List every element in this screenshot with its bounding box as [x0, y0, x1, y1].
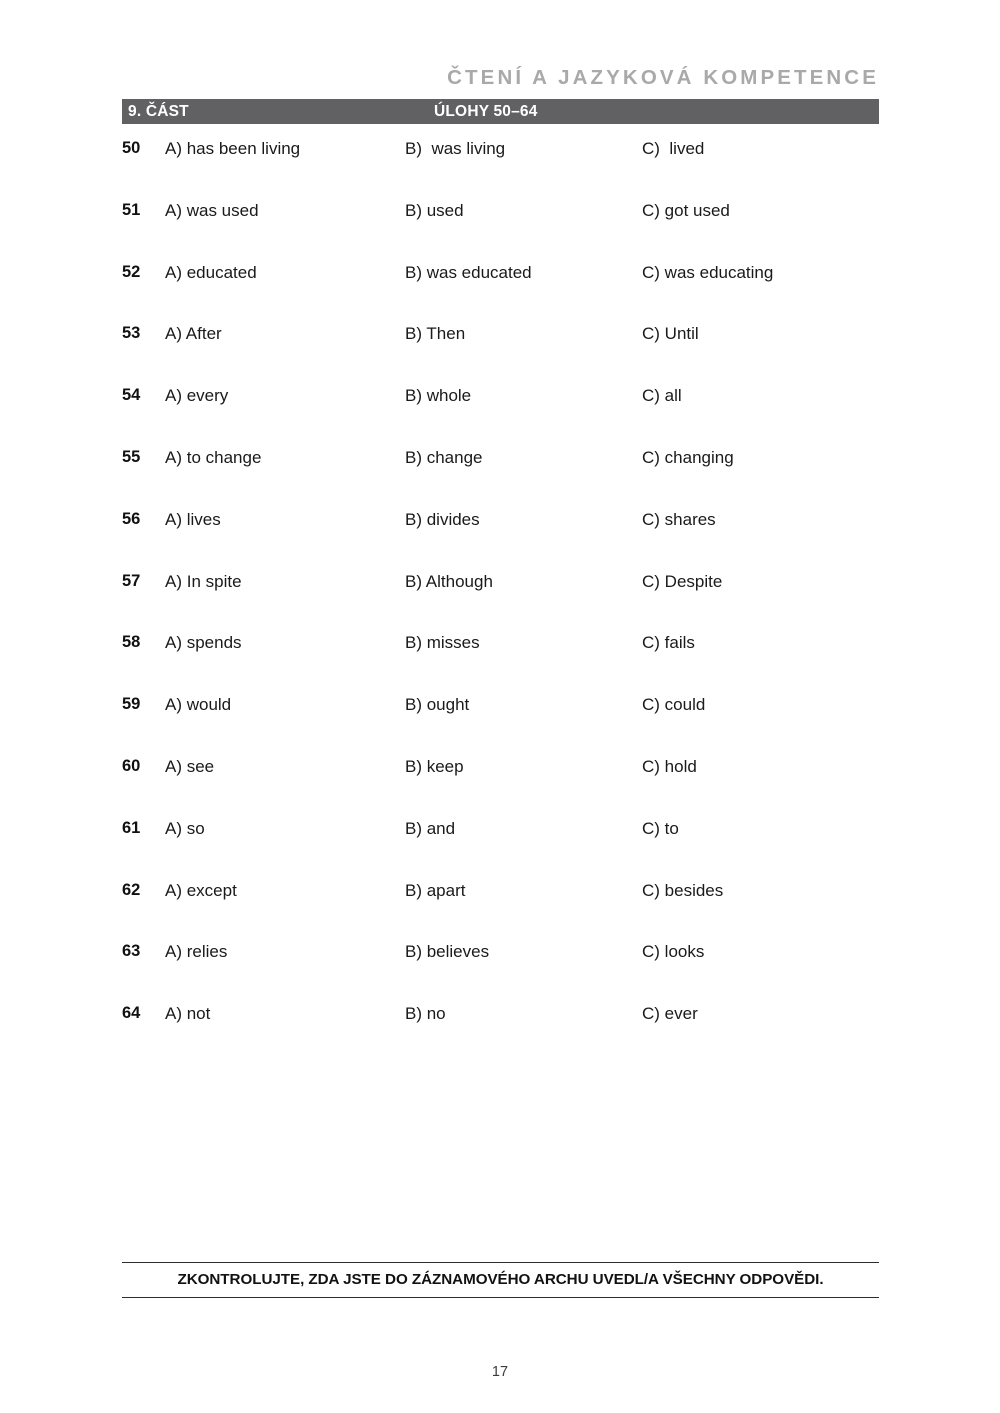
section-tasks-label: ÚLOHY 50–64 — [434, 103, 538, 120]
item-number: 50 — [122, 139, 141, 157]
option-choice-a[interactable]: A) relies — [165, 942, 228, 962]
option-choice-c[interactable]: C) could — [642, 695, 706, 715]
option-choice-b[interactable]: B) was educated — [405, 262, 532, 282]
option-choice-b[interactable]: B) believes — [405, 942, 490, 962]
option-choice-c[interactable]: C) all — [642, 386, 682, 406]
option-choice-c[interactable]: C) was educating — [642, 262, 774, 282]
item-number: 52 — [122, 262, 141, 281]
option-choice-c[interactable]: C) shares — [642, 509, 716, 529]
option-row — [0, 942, 1000, 1004]
option-choice-a[interactable]: A) to change — [165, 447, 262, 467]
option-row — [0, 201, 1000, 263]
option-choice-b[interactable]: B) and — [405, 818, 456, 838]
option-choice-a[interactable]: A) educated — [165, 262, 257, 282]
option-row — [0, 263, 1000, 325]
option-choice-c[interactable]: C) Until — [642, 324, 699, 344]
option-choice-a[interactable]: A) see — [165, 756, 215, 776]
option-row — [0, 572, 1000, 634]
option-choice-c[interactable]: C) changing — [642, 447, 734, 467]
option-choice-b[interactable]: B) used — [405, 200, 464, 220]
option-choice-b[interactable]: B) was living — [405, 139, 506, 158]
item-number: 51 — [122, 200, 141, 219]
option-choice-a[interactable]: A) except — [165, 880, 237, 900]
option-choice-c[interactable]: C) got used — [642, 200, 730, 220]
options-list — [0, 139, 1000, 1066]
option-choice-a[interactable]: A) has been living — [165, 139, 301, 158]
option-choice-a[interactable]: A) After — [165, 324, 222, 344]
item-number: 55 — [122, 447, 141, 466]
item-number: 57 — [122, 571, 141, 590]
option-row — [0, 139, 1000, 201]
item-number: 54 — [122, 386, 141, 405]
item-number: 63 — [122, 942, 141, 961]
option-choice-c[interactable]: C) hold — [642, 756, 697, 776]
footer-rule-bottom — [122, 1297, 879, 1298]
option-choice-b[interactable]: B) no — [405, 1004, 446, 1024]
option-choice-b[interactable]: B) Then — [405, 324, 466, 344]
option-choice-b[interactable]: B) keep — [405, 756, 464, 776]
option-choice-b[interactable]: B) whole — [405, 386, 472, 406]
item-number: 62 — [122, 880, 141, 899]
option-row — [0, 757, 1000, 819]
option-choice-b[interactable]: B) divides — [405, 509, 480, 529]
option-row — [0, 1004, 1000, 1066]
option-choice-a[interactable]: A) spends — [165, 633, 242, 653]
option-row — [0, 448, 1000, 510]
page-number: 17 — [491, 1364, 509, 1380]
option-row — [0, 633, 1000, 695]
option-choice-c[interactable]: C) Despite — [642, 571, 723, 591]
option-choice-c[interactable]: C) looks — [642, 942, 705, 962]
option-choice-b[interactable]: B) misses — [405, 633, 480, 653]
option-choice-b[interactable]: B) ought — [405, 695, 470, 715]
option-choice-b[interactable]: B) Although — [405, 571, 493, 591]
option-choice-a[interactable]: A) lives — [165, 509, 221, 529]
option-choice-a[interactable]: A) In spite — [165, 571, 242, 591]
option-choice-a[interactable]: A) not — [165, 1004, 211, 1024]
item-number: 56 — [122, 509, 141, 528]
item-number: 59 — [122, 695, 141, 714]
option-row — [0, 695, 1000, 757]
item-number: 58 — [122, 633, 141, 652]
option-row — [0, 819, 1000, 881]
footer-notice-text: ZKONTROLUJTE, ZDA JSTE DO ZÁZNAMOVÉHO ARCHU UVEDL/A VŠECHNY ODPOVĚDI. — [177, 1271, 824, 1288]
item-number: 53 — [122, 324, 141, 343]
option-row — [0, 510, 1000, 572]
option-row — [0, 881, 1000, 943]
option-choice-c[interactable]: C) besides — [642, 880, 724, 900]
item-number: 64 — [122, 1004, 141, 1023]
option-choice-a[interactable]: A) so — [165, 818, 205, 838]
option-choice-c[interactable]: C) ever — [642, 1004, 698, 1024]
option-choice-c[interactable]: C) to — [642, 818, 679, 838]
option-choice-a[interactable]: A) every — [165, 386, 229, 406]
option-row — [0, 324, 1000, 386]
option-choice-b[interactable]: B) apart — [405, 880, 466, 900]
footer-notice — [122, 1262, 879, 1298]
option-choice-c[interactable]: C) fails — [642, 633, 695, 653]
item-number: 60 — [122, 756, 141, 775]
option-choice-b[interactable]: B) change — [405, 447, 483, 467]
option-row — [0, 386, 1000, 448]
option-choice-c[interactable]: C) lived — [642, 139, 705, 158]
item-number: 61 — [122, 818, 141, 837]
section-part-label: 9. ČÁST — [128, 103, 189, 120]
option-choice-a[interactable]: A) was used — [165, 200, 259, 220]
option-choice-a[interactable]: A) would — [165, 695, 232, 715]
running-header-title: ČTENÍ A JAZYKOVÁ KOMPETENCE — [447, 66, 879, 89]
section-bar — [122, 99, 879, 124]
